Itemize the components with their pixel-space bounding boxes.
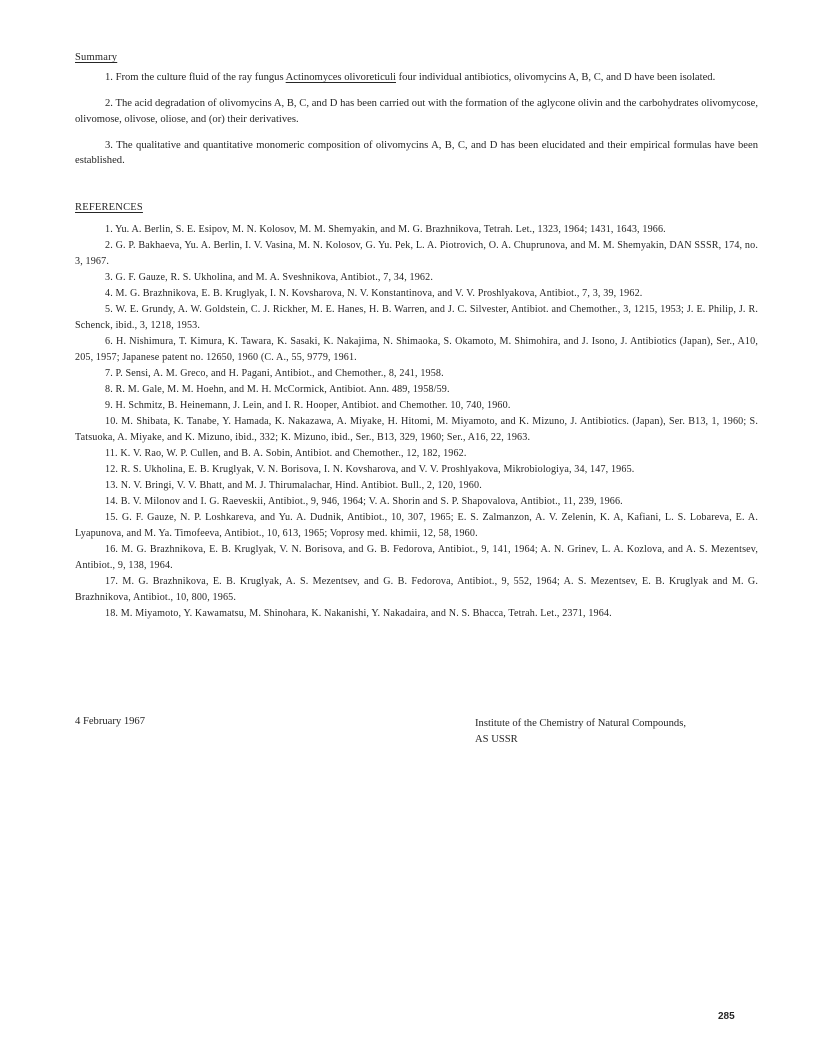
reference-list [75, 222, 758, 622]
reference-item: 4. M. G. Brazhnikova, E. B. Kruglyak, I. N. Kovsharova, N. V. Konstantinova, and V. V. Proshlyakova, Antibiot., 7, 3, 39, 1962. [105, 288, 643, 299]
reference-item: 3. G. F. Gauze, R. S. Ukholina, and M. A. Sveshnikova, Antibiot., 7, 34, 1962. [105, 272, 433, 283]
summary-item-2: 2. The acid degradation of olivomycins A, B, C, and D has been carried out with the formation of the aglycone olivin and the carbohydrates olivomycose, olivomose, olivose, oliose, and (or) their derivatives. [75, 98, 758, 125]
references-heading: REFERENCES [75, 202, 143, 213]
summary-item-3: 3. The qualitative and quantitative monomeric composition of olivomycins A, B, C, and D has been elucidated and their empirical formulas have been established. [75, 139, 758, 166]
author-affiliation [475, 716, 765, 748]
reference-item: 11. K. V. Rao, W. P. Cullen, and B. A. Sobin, Antibiot. and Chemother., 12, 182, 1962. [105, 448, 467, 459]
summary-section [75, 70, 758, 179]
organism-name: Actinomyces olivoreticuli [285, 72, 396, 83]
reference-item: 1. Yu. A. Berlin, S. E. Esipov, M. N. Kolosov, M. M. Shemyakin, and M. G. Brazhnikova, Tetrah. Let., 1323, 1964; 1431, 1643, 1966. [105, 224, 666, 235]
reference-item: 14. B. V. Milonov and I. G. Raeveskii, Antibiot., 9, 946, 1964; V. A. Shorin and S. P. Shapovalova, Antibiot., 11, 239, 1966. [105, 496, 623, 507]
reference-item: 12. R. S. Ukholina, E. B. Kruglyak, V. N. Borisova, I. N. Kovsharova, and V. V. Proshlyakova, Mikrobiologiya, 34, 147, 1965. [105, 464, 635, 475]
affiliation-line-2: AS USSR [475, 734, 518, 745]
reference-item: 13. N. V. Bringi, V. V. Bhatt, and M. J. Thirumalachar, Hind. Antibiot. Bull., 2, 120, 1960. [105, 480, 482, 491]
document-page [75, 0, 758, 1056]
reference-item: 7. P. Sensi, A. M. Greco, and H. Pagani, Antibiot., and Chemother., 8, 241, 1958. [105, 368, 444, 379]
reference-item: 5. W. E. Grundy, A. W. Goldstein, C. J. Rickher, M. E. Hanes, H. B. Warren, and J. C. Silvester, Antibiot. and Chemother., 3, 1215, 1953; J. E. Philip, J. R. Schenck, ibid., 3, 1218, 1953. [75, 304, 758, 331]
page-number: 285 [718, 1011, 735, 1022]
reference-item: 18. M. Miyamoto, Y. Kawamatsu, M. Shinohara, K. Nakanishi, Y. Nakadaira, and N. S. Bhacca, Tetrah. Let., 2371, 1964. [105, 608, 612, 619]
reference-item: 2. G. P. Bakhaeva, Yu. A. Berlin, I. V. Vasina, M. N. Kolosov, G. Yu. Pek, L. A. Piotrovich, O. A. Chuprunova, and M. M. Shemyakin, DAN SSSR, 174, no. 3, 1967. [75, 240, 758, 267]
reference-item: 8. R. M. Gale, M. M. Hoehn, and M. H. McCormick, Antibiot. Ann. 489, 1958/59. [105, 384, 450, 395]
reference-item: 9. H. Schmitz, B. Heinemann, J. Lein, and I. R. Hooper, Antibiot. and Chemother. 10, 740, 1960. [105, 400, 511, 411]
summary-heading: Summary [75, 52, 118, 63]
reference-item: 16. M. G. Brazhnikova, E. B. Kruglyak, V. N. Borisova, and G. B. Fedorova, Antibiot., 9, 141, 1964; A. N. Grinev, L. A. Kozlova, and A. S. Mezentsev, Antibiot., 9, 138, 1964. [75, 544, 758, 571]
reference-item: 6. H. Nishimura, T. Kimura, K. Tawara, K. Sasaki, K. Nakajima, N. Shimaoka, S. Okamoto, M. Shimohira, and J. Isono, J. Antibiotics (Japan), Ser., A10, 205, 1957; Japanese patent no. 12650, 1960 (C. A., 55, 9779, 1961. [75, 336, 758, 363]
summary-item-1-after: four individual antibiotics, olivomycins A, B, C, and D have been isolated. [395, 72, 716, 83]
reference-item: 15. G. F. Gauze, N. P. Loshkareva, and Yu. A. Dudnik, Antibiot., 10, 307, 1965; E. S. Zalmanzon, A. V. Zelenin, K. A, Kafiani, L. S. Lobareva, E. A. Lyapunova, and M. Ya. Timofeeva, Antibiot., 10, 613, 1965; Voprosy med. khimii, 12, 58, 1960. [75, 512, 758, 539]
summary-item-1 [75, 70, 758, 86]
reference-item: 10. M. Shibata, K. Tanabe, Y. Hamada, K. Nakazawa, A. Miyake, H. Hitomi, M. Miyamoto, and K. Mizuno, J. Antibiotics. (Japan), Ser. B13, 1, 1960; S. Tatsuoka, A. Miyake, and K. Mizuno, ibid., 332; K. Mizuno, ibid., Ser., B13, 329, 1960; Ser., A16, 22, 1963. [75, 416, 758, 443]
affiliation-line-1: Institute of the Chemistry of Natural Compounds, [475, 718, 686, 729]
submission-date: 4 February 1967 [75, 716, 146, 727]
summary-item-1-before: 1. From the culture fluid of the ray fungus [105, 72, 286, 83]
reference-item: 17. M. G. Brazhnikova, E. B. Kruglyak, A. S. Mezentsev, and G. B. Fedorova, Antibiot., 9, 552, 1964; A. S. Mezentsev, E. B. Kruglyak and M. G. Brazhnikova, Antibiot., 10, 800, 1965. [75, 576, 758, 603]
